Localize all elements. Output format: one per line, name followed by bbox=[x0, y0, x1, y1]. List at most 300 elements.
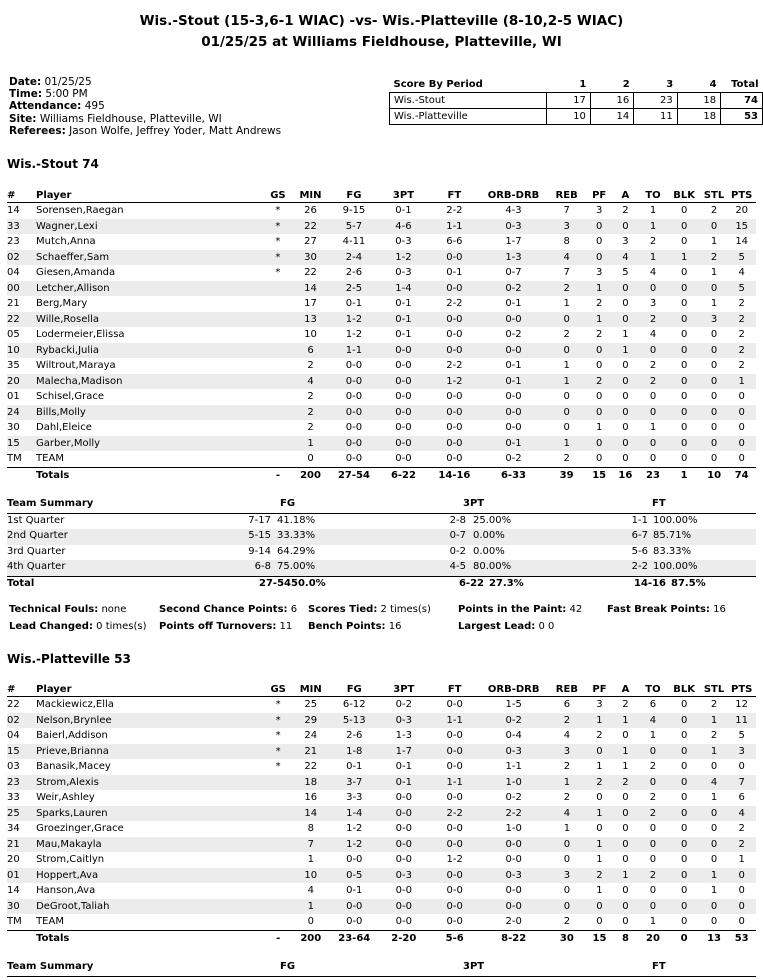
player-row bbox=[7, 790, 756, 806]
cell-player: Bills,Molly bbox=[36, 405, 265, 421]
cell-min: 0 bbox=[307, 453, 314, 465]
total-stl: 10 bbox=[701, 467, 728, 483]
cell-player: TEAM bbox=[36, 453, 64, 465]
cell-pf: 0 bbox=[596, 792, 603, 804]
cell-fg: 0-0 bbox=[346, 916, 363, 928]
cell-player: Lodermeier,Elissa bbox=[36, 329, 125, 341]
cell-orb-drb: 4-3 bbox=[505, 205, 522, 217]
player-row bbox=[7, 883, 756, 899]
player-row bbox=[7, 852, 756, 868]
column-header-gs: GS bbox=[265, 682, 291, 697]
cell-stl: 0 bbox=[701, 837, 728, 853]
player-row bbox=[7, 420, 756, 436]
cell-blk: 0 bbox=[668, 436, 701, 452]
cell-blk: 0 bbox=[668, 312, 701, 328]
cell-jersey: 21 bbox=[7, 298, 20, 310]
cell-gs: * bbox=[275, 267, 281, 279]
cell-to: 2 bbox=[649, 236, 657, 248]
total-ft: 5-6 bbox=[429, 930, 480, 946]
cell-3pt: 0-1 bbox=[395, 205, 412, 217]
cell-3pt: 0-1 bbox=[378, 312, 429, 328]
period-total: 74 bbox=[721, 93, 763, 109]
column-header-3pt: 3PT bbox=[378, 682, 429, 697]
box-score-table bbox=[7, 188, 756, 483]
cell-pf: 2 bbox=[586, 775, 612, 791]
cell-pts: 5 bbox=[727, 281, 756, 297]
cell-a: 0 bbox=[613, 806, 639, 822]
summary-period-label: 3rd Quarter bbox=[7, 545, 66, 557]
cell-orb-drb: 0-2 bbox=[505, 329, 522, 341]
cell-fg: 1-4 bbox=[330, 806, 378, 822]
cell-jersey: 25 bbox=[7, 806, 36, 822]
cell-gs: * bbox=[275, 730, 281, 742]
cell-player: Garber,Molly bbox=[36, 436, 265, 452]
cell-jersey: 30 bbox=[7, 899, 36, 915]
cell-jersey: 22 bbox=[7, 699, 20, 711]
summary-3pt: 2-8 bbox=[449, 514, 466, 526]
cell-orb-drb: 0-0 bbox=[480, 837, 547, 853]
cell-min: 2 bbox=[307, 360, 314, 372]
cell-player: Nelson,Brynlee bbox=[36, 713, 265, 729]
cell-reb: 0 bbox=[563, 854, 571, 866]
summary-ft: 5-6 bbox=[631, 545, 648, 557]
cell-min: 1 bbox=[291, 436, 330, 452]
player-row bbox=[7, 806, 756, 822]
cell-3pt: 0-0 bbox=[378, 405, 429, 421]
cell-jersey: 04 bbox=[7, 730, 20, 742]
cell-player: Mackiewicz,Ella bbox=[36, 699, 114, 711]
points-in-paint: Points in the Paint: 42 bbox=[458, 604, 583, 615]
cell-orb-drb: 0-1 bbox=[480, 374, 547, 390]
player-row bbox=[7, 327, 756, 343]
cell-a: 0 bbox=[622, 298, 629, 310]
cell-reb: 4 bbox=[547, 806, 586, 822]
cell-blk: 0 bbox=[668, 713, 701, 729]
cell-blk: 0 bbox=[680, 823, 688, 835]
cell-stl: 0 bbox=[710, 391, 718, 403]
total-pts: 53 bbox=[727, 930, 756, 946]
column-header-a: A bbox=[613, 682, 639, 697]
player-row bbox=[7, 219, 756, 235]
cell-ft: 0-0 bbox=[446, 391, 463, 403]
period-score: 10 bbox=[547, 109, 590, 125]
cell-reb: 1 bbox=[547, 775, 586, 791]
cell-min: 13 bbox=[291, 312, 330, 328]
cell-orb-drb: 0-0 bbox=[505, 391, 522, 403]
cell-jersey: 00 bbox=[7, 281, 36, 297]
cell-player: Malecha,Madison bbox=[36, 374, 265, 390]
cell-to: 1 bbox=[649, 916, 657, 928]
cell-stl: 0 bbox=[710, 823, 718, 835]
cell-to: 0 bbox=[649, 823, 657, 835]
cell-stl: 0 bbox=[701, 436, 728, 452]
cell-3pt: 0-0 bbox=[395, 422, 412, 434]
summary-row bbox=[7, 529, 756, 545]
cell-gs bbox=[265, 790, 291, 806]
cell-3pt: 0-3 bbox=[395, 267, 412, 279]
cell-reb: 7 bbox=[563, 267, 570, 279]
summary-3pt: 4-5 bbox=[449, 561, 466, 572]
column-header-3pt: 3PT bbox=[378, 188, 429, 203]
cell-gs bbox=[265, 389, 291, 405]
cell-3pt: 0-0 bbox=[395, 885, 412, 897]
cell-stl: 0 bbox=[701, 281, 728, 297]
cell-a: 5 bbox=[622, 267, 629, 279]
cell-jersey: 10 bbox=[7, 343, 36, 359]
cell-gs: * bbox=[275, 761, 281, 773]
cell-a: 0 bbox=[612, 219, 638, 235]
cell-reb: 0 bbox=[563, 391, 570, 403]
cell-orb-drb: 2-0 bbox=[505, 916, 522, 928]
cell-orb-drb: 0-1 bbox=[480, 436, 547, 452]
cell-player: Weir,Ashley bbox=[36, 792, 95, 804]
cell-stl: 2 bbox=[710, 205, 718, 217]
total-a: 16 bbox=[612, 467, 638, 483]
column-header-pts: PTS bbox=[727, 682, 756, 697]
column-header-jersey: # bbox=[7, 682, 36, 697]
total-player: Totals bbox=[36, 930, 265, 946]
cell-gs bbox=[265, 343, 291, 359]
cell-to: 6 bbox=[649, 699, 657, 711]
cell-stl: 0 bbox=[701, 405, 728, 421]
cell-stl: 0 bbox=[710, 360, 718, 372]
cell-jersey: TM bbox=[7, 453, 22, 465]
cell-ft: 0-0 bbox=[446, 885, 463, 897]
total-jersey bbox=[7, 930, 36, 946]
cell-gs bbox=[265, 852, 291, 868]
cell-blk: 0 bbox=[668, 806, 701, 822]
cell-pf: 0 bbox=[586, 405, 612, 421]
box-score-header-row bbox=[7, 682, 756, 697]
summary-ft: 14-16 bbox=[634, 577, 666, 589]
cell-ft: 1-1 bbox=[429, 775, 480, 791]
column-header-min: MIN bbox=[291, 188, 330, 203]
team-title: Wis.-Stout 74 bbox=[7, 157, 99, 171]
cell-ft: 1-2 bbox=[446, 854, 463, 866]
cell-gs bbox=[265, 868, 291, 884]
cell-min: 22 bbox=[304, 267, 317, 279]
cell-orb-drb: 1-0 bbox=[480, 775, 547, 791]
total-min: 200 bbox=[291, 467, 330, 483]
fg-header: FG bbox=[280, 498, 296, 509]
cell-blk: 0 bbox=[668, 405, 701, 421]
total-orb-drb: 8-22 bbox=[480, 930, 547, 946]
cell-pf: 1 bbox=[586, 713, 612, 729]
summary-period-label: 2nd Quarter bbox=[7, 530, 68, 541]
cell-blk: 0 bbox=[680, 329, 688, 341]
cell-fg: 3-3 bbox=[346, 792, 363, 804]
column-header-to: TO bbox=[638, 682, 667, 697]
cell-jersey: 01 bbox=[7, 391, 20, 403]
player-row bbox=[7, 296, 756, 312]
cell-player: Rybacki,Julia bbox=[36, 343, 265, 359]
cell-a: 0 bbox=[613, 899, 639, 915]
cell-ft: 0-0 bbox=[429, 837, 480, 853]
cell-a: 1 bbox=[622, 329, 629, 341]
cell-reb: 7 bbox=[563, 205, 570, 217]
cell-player: DeGroot,Taliah bbox=[36, 899, 265, 915]
cell-3pt: 0-0 bbox=[395, 360, 412, 372]
team-title: Wis.-Platteville 53 bbox=[7, 652, 131, 666]
time-label: Time: bbox=[9, 88, 43, 101]
referees-label: Referees: bbox=[9, 124, 66, 137]
cell-fg: 3-7 bbox=[330, 775, 378, 791]
cell-min: 4 bbox=[307, 885, 314, 897]
cell-reb: 0 bbox=[547, 899, 586, 915]
cell-orb-drb: 0-0 bbox=[505, 854, 522, 866]
cell-gs: * bbox=[265, 744, 291, 760]
cell-3pt: 0-0 bbox=[378, 436, 429, 452]
cell-pf: 0 bbox=[586, 744, 612, 760]
cell-a: 2 bbox=[613, 775, 639, 791]
cell-min: 2 bbox=[307, 391, 314, 403]
cell-to: 0 bbox=[638, 405, 667, 421]
summary-fg-pct: 33.33% bbox=[277, 530, 316, 541]
site-label: Site: bbox=[9, 112, 37, 125]
cell-orb-drb: 0-4 bbox=[505, 730, 522, 742]
cell-to: 1 bbox=[649, 730, 657, 742]
cell-min: 26 bbox=[304, 205, 317, 217]
cell-pts: 5 bbox=[738, 730, 745, 742]
cell-ft: 6-6 bbox=[446, 236, 463, 248]
cell-stl: 0 bbox=[710, 854, 718, 866]
cell-3pt: 0-0 bbox=[395, 453, 412, 465]
cell-pts: 0 bbox=[727, 868, 756, 884]
cell-pf: 0 bbox=[595, 360, 603, 372]
summary-3pt-pct: 25.00% bbox=[473, 514, 512, 526]
cell-fg: 5-13 bbox=[330, 713, 378, 729]
period-team-name: Wis.-Stout bbox=[390, 93, 547, 109]
cell-reb: 1 bbox=[563, 360, 570, 372]
cell-to: 0 bbox=[638, 343, 667, 359]
summary-3pt-pct: 27.3% bbox=[489, 577, 524, 589]
cell-orb-drb: 1-7 bbox=[505, 236, 522, 248]
column-header-ft: FT bbox=[429, 188, 480, 203]
cell-3pt: 1-3 bbox=[395, 730, 412, 742]
cell-pts: 0 bbox=[738, 885, 745, 897]
cell-pf: 0 bbox=[595, 236, 603, 248]
cell-orb-drb: 0-7 bbox=[505, 267, 522, 279]
cell-fg: 2-5 bbox=[330, 281, 378, 297]
cell-fg: 1-8 bbox=[330, 744, 378, 760]
summary-ft: 1-1 bbox=[631, 514, 648, 526]
summary-total-label: Total bbox=[7, 577, 35, 589]
cell-jersey: 24 bbox=[7, 405, 36, 421]
cell-3pt: 0-3 bbox=[378, 713, 429, 729]
cell-a: 1 bbox=[613, 744, 639, 760]
total-3pt: 6-22 bbox=[378, 467, 429, 483]
cell-pts: 5 bbox=[727, 250, 756, 266]
cell-reb: 6 bbox=[563, 699, 571, 711]
cell-min: 30 bbox=[291, 250, 330, 266]
cell-orb-drb: 0-1 bbox=[505, 298, 522, 310]
cell-min: 0 bbox=[307, 916, 314, 928]
cell-jersey: 23 bbox=[7, 775, 36, 791]
column-header-pf: PF bbox=[586, 682, 612, 697]
cell-ft: 0-0 bbox=[429, 744, 480, 760]
cell-stl: 0 bbox=[710, 453, 718, 465]
cell-fg: 4-11 bbox=[342, 236, 366, 248]
cell-stl: 1 bbox=[701, 744, 728, 760]
cell-ft: 0-1 bbox=[446, 267, 463, 279]
cell-stl: 1 bbox=[701, 713, 728, 729]
cell-fg: 0-1 bbox=[346, 885, 363, 897]
cell-ft: 0-0 bbox=[446, 329, 463, 341]
cell-pf: 3 bbox=[595, 267, 603, 279]
player-row bbox=[7, 837, 756, 853]
cell-stl: 0 bbox=[710, 761, 718, 773]
column-header-min: MIN bbox=[291, 682, 330, 697]
cell-stl: 0 bbox=[701, 806, 728, 822]
cell-stl: 1 bbox=[710, 236, 718, 248]
cell-pts: 3 bbox=[727, 744, 756, 760]
cell-a: 0 bbox=[612, 405, 638, 421]
period-score: 16 bbox=[590, 93, 633, 109]
cell-gs bbox=[265, 281, 291, 297]
cell-blk: 0 bbox=[668, 343, 701, 359]
cell-reb: 4 bbox=[547, 250, 586, 266]
cell-blk: 0 bbox=[680, 761, 688, 773]
cell-to: 2 bbox=[649, 792, 657, 804]
period-score: 18 bbox=[677, 109, 720, 125]
cell-ft: 0-0 bbox=[446, 422, 463, 434]
game-date-site: 01/25/25 at Williams Fieldhouse, Platteville, WI bbox=[201, 34, 562, 50]
points-off-turnovers: Points off Turnovers: 11 bbox=[159, 621, 293, 632]
cell-reb: 1 bbox=[547, 374, 586, 390]
cell-jersey: 03 bbox=[7, 761, 20, 773]
cell-a: 0 bbox=[622, 916, 629, 928]
cell-player: Hanson,Ava bbox=[36, 885, 96, 897]
cell-stl: 0 bbox=[701, 899, 728, 915]
column-header-fg: FG bbox=[330, 682, 378, 697]
cell-3pt: 0-0 bbox=[395, 792, 412, 804]
cell-gs bbox=[265, 405, 291, 421]
cell-player: TEAM bbox=[36, 916, 64, 928]
cell-pf: 2 bbox=[596, 730, 603, 742]
cell-gs bbox=[265, 806, 291, 822]
cell-to: 0 bbox=[638, 775, 667, 791]
cell-player: Banasik,Macey bbox=[36, 761, 111, 773]
cell-pf: 1 bbox=[596, 761, 603, 773]
summary-fg: 27-54 bbox=[259, 577, 291, 589]
cell-fg: 2-4 bbox=[330, 250, 378, 266]
cell-gs: * bbox=[265, 219, 291, 235]
cell-pf: 2 bbox=[595, 329, 603, 341]
cell-pf: 0 bbox=[595, 391, 603, 403]
cell-3pt: 0-0 bbox=[378, 899, 429, 915]
player-row bbox=[7, 312, 756, 328]
cell-min: 2 bbox=[307, 422, 314, 434]
cell-ft: 0-0 bbox=[429, 899, 480, 915]
player-row bbox=[7, 374, 756, 390]
cell-a: 0 bbox=[622, 854, 629, 866]
3pt-header: 3PT bbox=[463, 498, 485, 509]
cell-pf: 0 bbox=[586, 899, 612, 915]
summary-fg-pct: 75.00% bbox=[277, 561, 316, 572]
cell-fg: 0-0 bbox=[330, 405, 378, 421]
cell-to: 3 bbox=[649, 298, 657, 310]
cell-gs: * bbox=[275, 205, 281, 217]
cell-a: 0 bbox=[613, 837, 639, 853]
cell-3pt: 1-2 bbox=[378, 250, 429, 266]
cell-player: Giesen,Amanda bbox=[36, 267, 116, 279]
cell-3pt: 0-0 bbox=[395, 854, 412, 866]
cell-to: 0 bbox=[638, 436, 667, 452]
cell-min: 1 bbox=[307, 854, 314, 866]
cell-blk: 0 bbox=[680, 360, 688, 372]
cell-reb: 0 bbox=[547, 312, 586, 328]
fg-header: FG bbox=[280, 961, 296, 972]
player-row bbox=[7, 899, 756, 915]
cell-gs: * bbox=[275, 699, 281, 711]
cell-gs: * bbox=[265, 713, 291, 729]
cell-pf: 1 bbox=[586, 806, 612, 822]
score-by-period-label: Score By Period bbox=[390, 77, 547, 93]
total-a: 8 bbox=[613, 930, 639, 946]
column-header-jersey: # bbox=[7, 188, 36, 203]
cell-min: 16 bbox=[304, 792, 318, 804]
period-total: 53 bbox=[721, 109, 763, 125]
period-header: 2 bbox=[590, 77, 633, 93]
cell-min: 8 bbox=[307, 823, 314, 835]
cell-player: Baierl,Addison bbox=[36, 730, 108, 742]
total-blk: 1 bbox=[668, 467, 701, 483]
fast-break-points: Fast Break Points: 16 bbox=[607, 604, 726, 615]
cell-blk: 0 bbox=[668, 744, 701, 760]
cell-reb: 2 bbox=[547, 713, 586, 729]
cell-pts: 2 bbox=[738, 329, 745, 341]
cell-orb-drb: 2-2 bbox=[480, 806, 547, 822]
cell-ft: 2-2 bbox=[446, 360, 463, 372]
cell-pf: 0 bbox=[586, 219, 612, 235]
cell-jersey: 02 bbox=[7, 713, 36, 729]
player-row bbox=[7, 868, 756, 884]
cell-to: 0 bbox=[649, 885, 657, 897]
cell-a: 0 bbox=[622, 391, 629, 403]
summary-ft-pct: 100.00% bbox=[653, 561, 698, 572]
column-header-reb: REB bbox=[547, 188, 586, 203]
game-info bbox=[9, 76, 281, 137]
total-to: 23 bbox=[638, 467, 667, 483]
cell-pts: 2 bbox=[738, 298, 745, 310]
cell-pts: 2 bbox=[738, 360, 745, 372]
cell-gs bbox=[265, 883, 291, 899]
cell-ft: 0-0 bbox=[446, 916, 463, 928]
cell-jersey: 23 bbox=[7, 236, 20, 248]
cell-stl: 1 bbox=[710, 792, 718, 804]
cell-player: Wille,Rosella bbox=[36, 312, 265, 328]
cell-jersey: 14 bbox=[7, 885, 20, 897]
cell-ft: 1-1 bbox=[429, 219, 480, 235]
summary-3pt-pct: 0.00% bbox=[473, 530, 505, 541]
cell-reb: 2 bbox=[563, 916, 571, 928]
cell-a: 0 bbox=[622, 422, 629, 434]
cell-reb: 0 bbox=[563, 885, 571, 897]
cell-pf: 1 bbox=[596, 885, 603, 897]
cell-stl: 2 bbox=[701, 250, 728, 266]
cell-a: 1 bbox=[612, 343, 638, 359]
summary-3pt: 6-22 bbox=[458, 577, 484, 589]
cell-pts: 14 bbox=[735, 236, 749, 248]
cell-pf: 0 bbox=[596, 916, 603, 928]
cell-blk: 0 bbox=[668, 219, 701, 235]
cell-reb: 0 bbox=[547, 405, 586, 421]
player-row bbox=[7, 281, 756, 297]
cell-pts: 0 bbox=[738, 453, 745, 465]
cell-fg: 0-0 bbox=[330, 374, 378, 390]
cell-reb: 0 bbox=[547, 837, 586, 853]
cell-pf: 0 bbox=[586, 250, 612, 266]
